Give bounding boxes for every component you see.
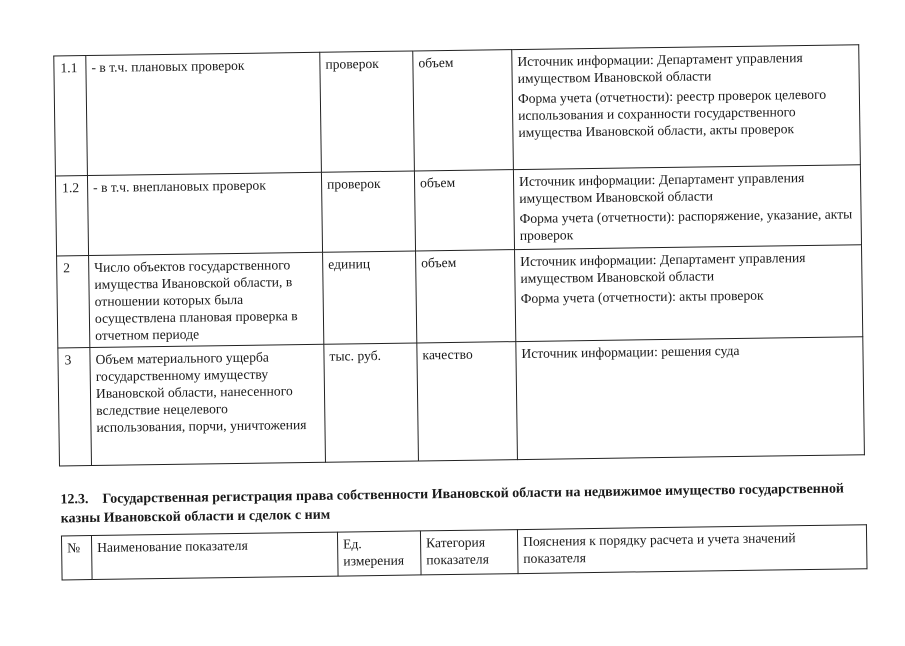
info-source: Источник информации: Департамент управления имуществом Ивановской области xyxy=(517,50,803,87)
section-title: Государственная регистрация права собственности Ивановской области на недвижимое имущество государственной казны Ивановской области и сделок с ним xyxy=(60,481,845,527)
indicator-name: Число объектов государственного имущества Ивановской области, в отношении которых была осуществлена плановая проверка в отчетном периоде xyxy=(89,252,324,347)
reporting-form: Форма учета (отчетности): распоряжение, указание, акты проверок xyxy=(519,206,853,244)
calculation-notes xyxy=(515,245,863,342)
reporting-form: Форма учета (отчетности): реестр проверок целевого использования и сохранности государственного имущества Ивановской области, акты проверок xyxy=(517,86,827,141)
table-row xyxy=(58,337,865,466)
table-row xyxy=(54,45,861,176)
info-source: Источник информации: Департамент управления имуществом Ивановской области xyxy=(520,250,806,287)
row-number: 3 xyxy=(58,348,92,466)
indicator-name: - в т.ч. внеплановых проверок xyxy=(87,172,322,255)
header-category: Категория показателя xyxy=(420,530,518,575)
indicator-category: объем xyxy=(413,50,514,171)
info-source: Источник информации: Департамент управления имуществом Ивановской области xyxy=(518,170,805,207)
section-number: 12.3. xyxy=(60,492,89,508)
indicators-table xyxy=(53,44,865,466)
header-name: Наименование показателя xyxy=(91,532,338,579)
unit-of-measure: единиц xyxy=(323,251,417,344)
row-number: 1.2 xyxy=(55,176,88,256)
header-unit: Ед. измерения xyxy=(337,531,421,576)
section-heading xyxy=(60,479,860,528)
unit-of-measure: проверок xyxy=(320,51,415,172)
unit-of-measure: проверок xyxy=(321,171,415,252)
indicator-name: - в т.ч. плановых проверок xyxy=(86,52,322,175)
header-num: № xyxy=(61,536,92,580)
table-row xyxy=(57,245,863,348)
unit-of-measure: тыс. руб. xyxy=(324,343,419,462)
indicator-category: объем xyxy=(416,250,516,343)
info-source: Источник информации: решения суда xyxy=(521,342,740,362)
table-row xyxy=(55,165,861,256)
header-row xyxy=(61,525,867,580)
row-number: 1.1 xyxy=(54,56,88,176)
indicator-name: Объем материального ущерба государственному имуществу Ивановской области, нанесенного вследствие нецелевого использования, порчи, уничтожения xyxy=(90,344,326,465)
row-number: 2 xyxy=(57,256,90,348)
calculation-notes xyxy=(512,45,861,170)
header-notes: Пояснения к порядку расчета и учета значений показателя xyxy=(517,525,867,574)
indicator-category: качество xyxy=(417,342,518,461)
section-table-header xyxy=(61,524,868,580)
reporting-form: Форма учета (отчетности): акты проверок xyxy=(520,287,764,307)
calculation-notes xyxy=(513,165,861,250)
calculation-notes xyxy=(516,337,865,460)
indicator-category: объем xyxy=(414,170,514,251)
